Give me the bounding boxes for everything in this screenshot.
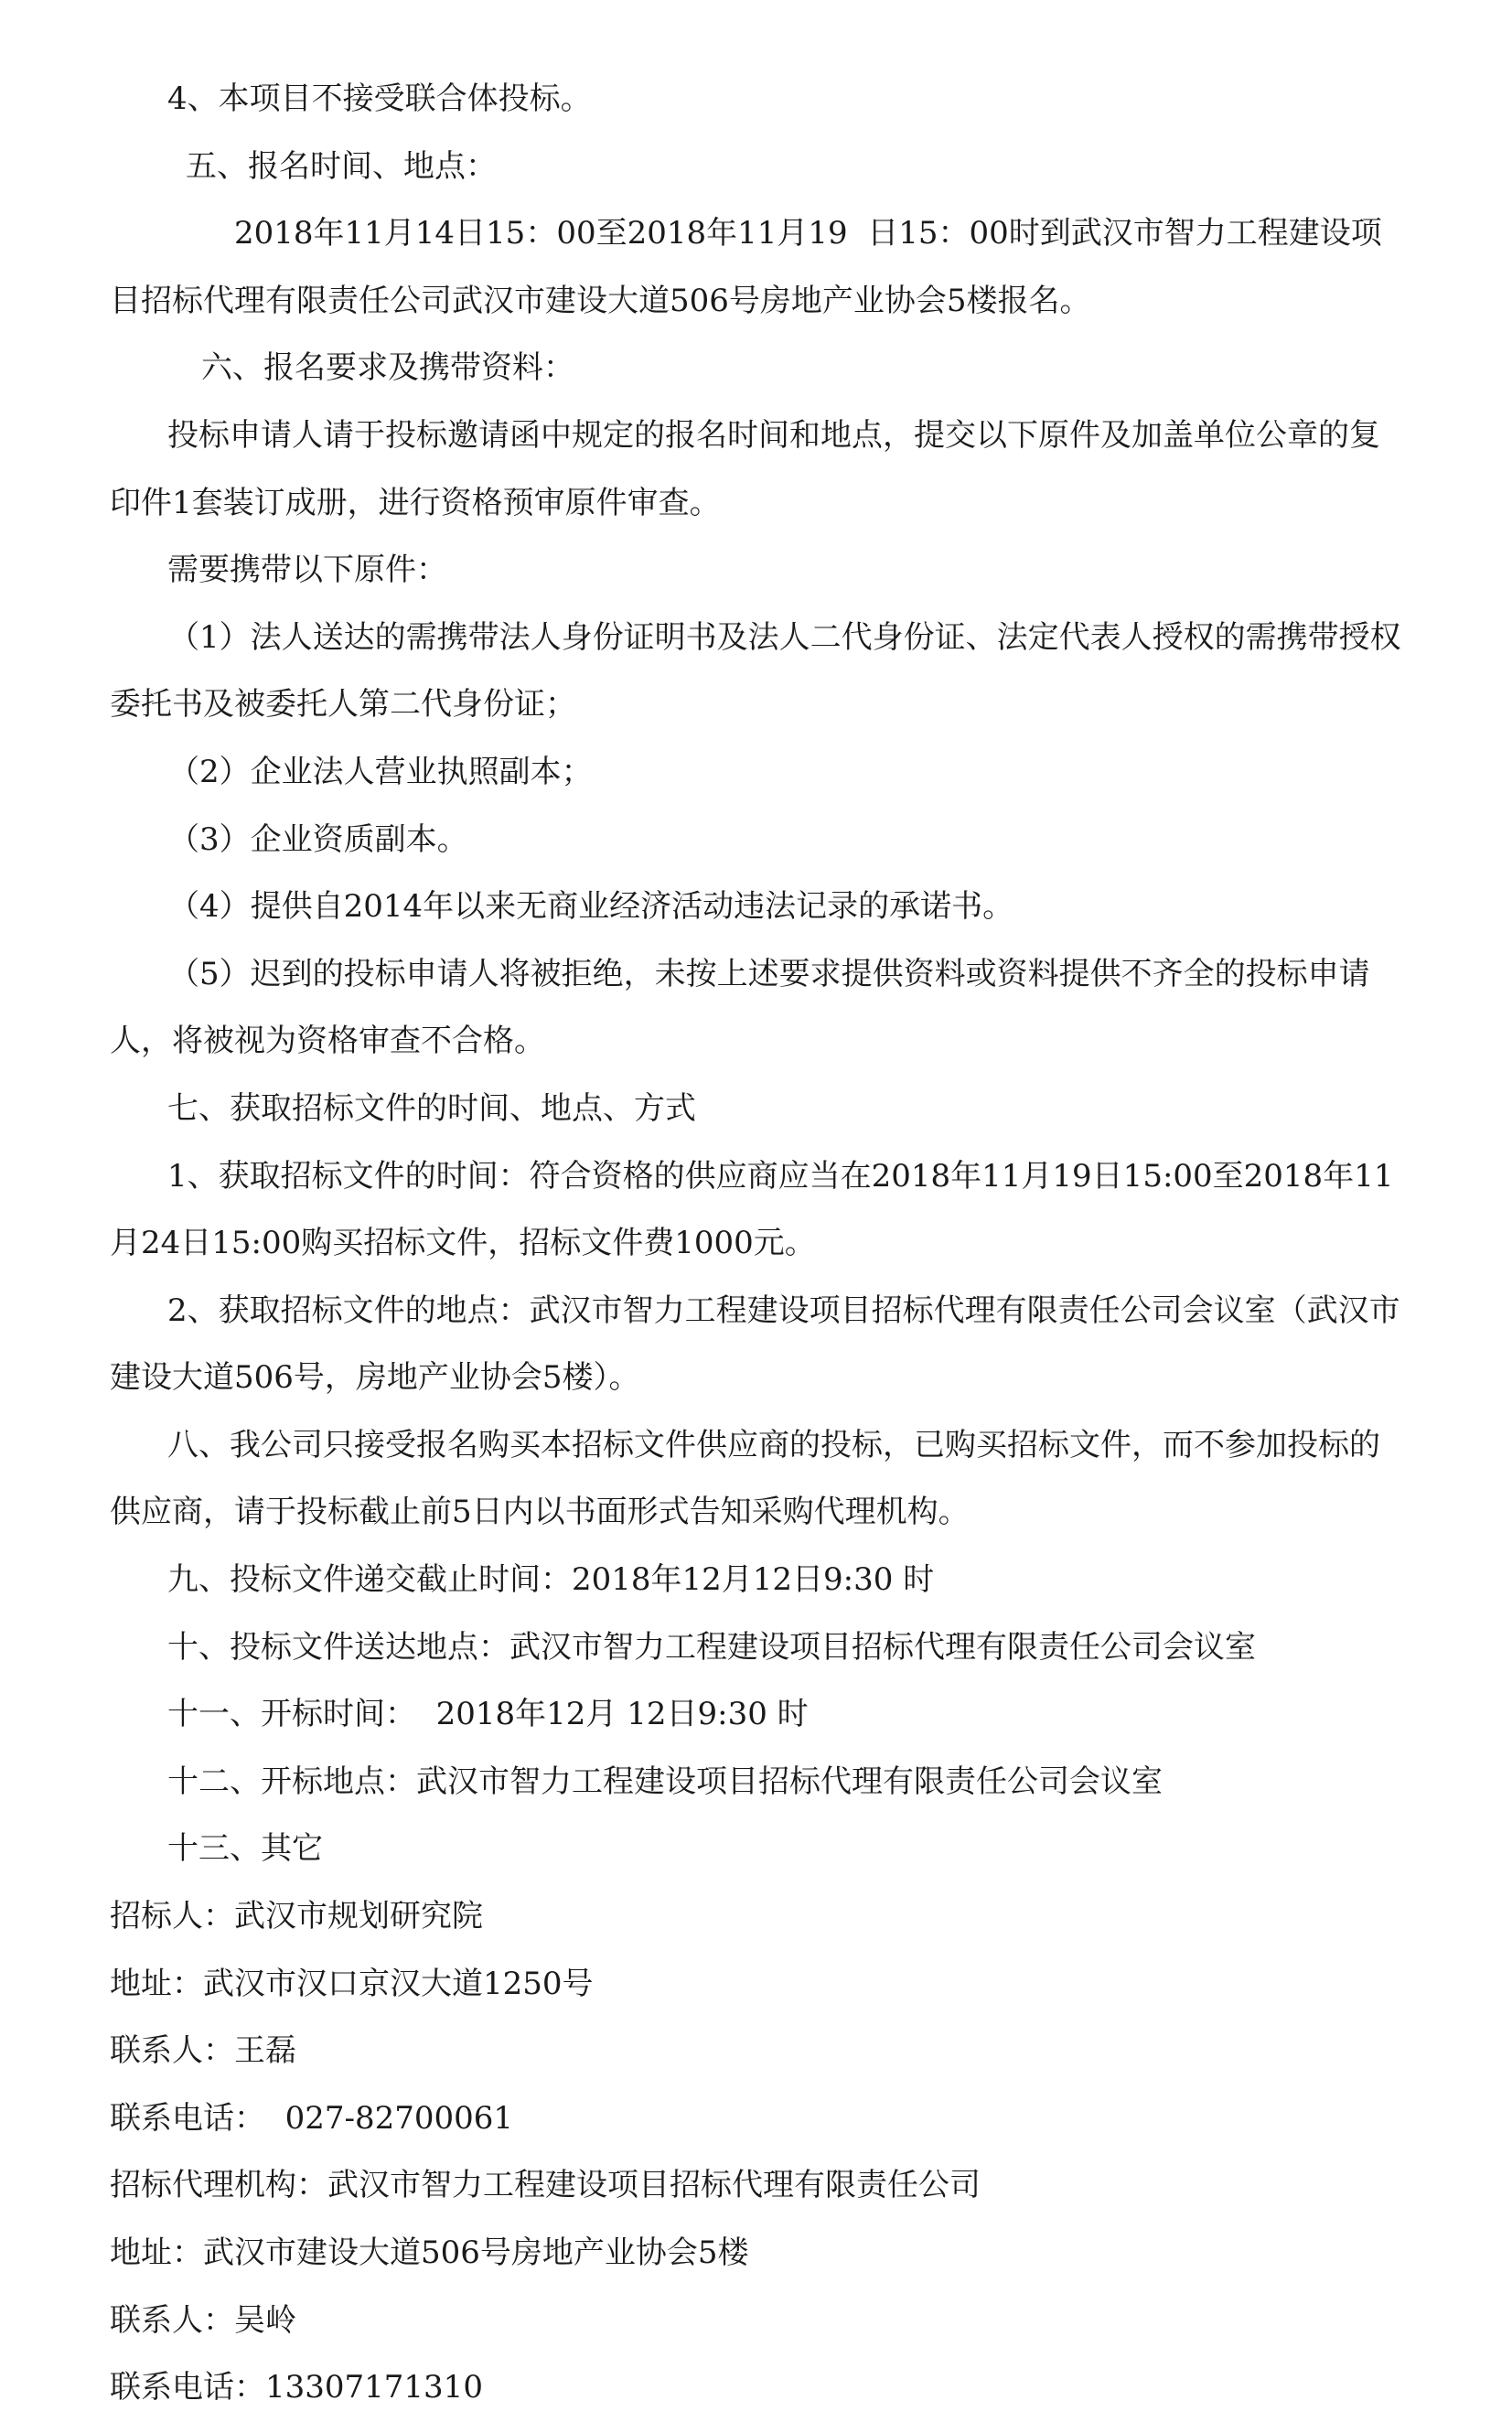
agency-phone: 联系电话：13307171310 bbox=[110, 2369, 483, 2406]
section-10-delivery-place: 十、投标文件送达地点：武汉市智力工程建设项目招标代理有限责任公司会议室 bbox=[167, 1628, 1256, 1666]
tender-docs-place: 2、获取招标文件的地点：武汉市智力工程建设项目招标代理有限责任公司会议室（武汉市建设大道506号，房地产业协会5楼）。 bbox=[110, 1291, 1400, 1397]
tenderer-contact: 联系人：王磊 bbox=[110, 2032, 296, 2070]
originals-required-heading: 需要携带以下原件： bbox=[167, 552, 447, 589]
section-5-heading: 五、报名时间、地点： bbox=[186, 147, 497, 185]
requirement-item-4: （4）提供自2014年以来无商业经济活动违法记录的承诺书。 bbox=[168, 888, 1014, 926]
section-6-heading: 六、报名要求及携带资料： bbox=[201, 349, 574, 387]
registration-time-place: 2018年11月14日15：00至2018年11月19 日15：00时到武汉市智力工程建设项目招标代理有限责任公司武汉市建设大道506号房地产业协会5楼报名。 bbox=[110, 215, 1382, 319]
tender-docs-time: 1、获取招标文件的时间：符合资格的供应商应当在2018年11月19日15:00至2018年11月24日15:00购买招标文件，招标文件费1000元。 bbox=[110, 1157, 1394, 1262]
clause-4-no-consortium: 4、本项目不接受联合体投标。 bbox=[167, 80, 592, 117]
submission-instructions: 投标申请人请于投标邀请函中规定的报名时间和地点，提交以下原件及加盖单位公章的复印件1套装订成册，进行资格预审原件审查。 bbox=[110, 416, 1380, 521]
section-7-heading: 七、获取招标文件的时间、地点、方式 bbox=[167, 1089, 696, 1127]
requirement-item-5: （5）迟到的投标申请人将被拒绝，未按上述要求提供资料或资料提供不齐全的投标申请人，将被视为资格审查不合格。 bbox=[110, 955, 1370, 1060]
document-body bbox=[110, 66, 1409, 2422]
tenderer-phone: 联系电话： 027-82700061 bbox=[110, 2099, 514, 2137]
agency-contact: 联系人：吴岭 bbox=[110, 2301, 296, 2339]
agency-address: 地址：武汉市建设大道506号房地产业协会5楼 bbox=[110, 2234, 749, 2271]
section-9-deadline: 九、投标文件递交截止时间：2018年12月12日9:30 时 bbox=[167, 1561, 935, 1599]
section-11-opening-time: 十一、开标时间： 2018年12月 12日9:30 时 bbox=[167, 1696, 809, 1733]
tenderer-address: 地址：武汉市汉口京汉大道1250号 bbox=[110, 1965, 594, 2002]
tenderer-name: 招标人：武汉市规划研究院 bbox=[110, 1898, 483, 1935]
section-12-opening-place: 十二、开标地点：武汉市智力工程建设项目招标代理有限责任公司会议室 bbox=[167, 1763, 1163, 1800]
agency-name: 招标代理机构：武汉市智力工程建设项目招标代理有限责任公司 bbox=[110, 2167, 981, 2204]
requirement-item-2: （2）企业法人营业执照副本； bbox=[168, 753, 593, 790]
section-13-heading: 十三、其它 bbox=[167, 1830, 323, 1868]
section-8-paragraph: 八、我公司只接受报名购买本招标文件供应商的投标，已购买招标文件，而不参加投标的供应商，请于投标截止前5日内以书面形式告知采购代理机构。 bbox=[110, 1426, 1380, 1531]
requirement-item-1: （1）法人送达的需携带法人身份证明书及法人二代身份证、法定代表人授权的需携带授权委托书及被委托人第二代身份证； bbox=[110, 618, 1401, 723]
requirement-item-3: （3）企业资质副本。 bbox=[168, 820, 468, 858]
